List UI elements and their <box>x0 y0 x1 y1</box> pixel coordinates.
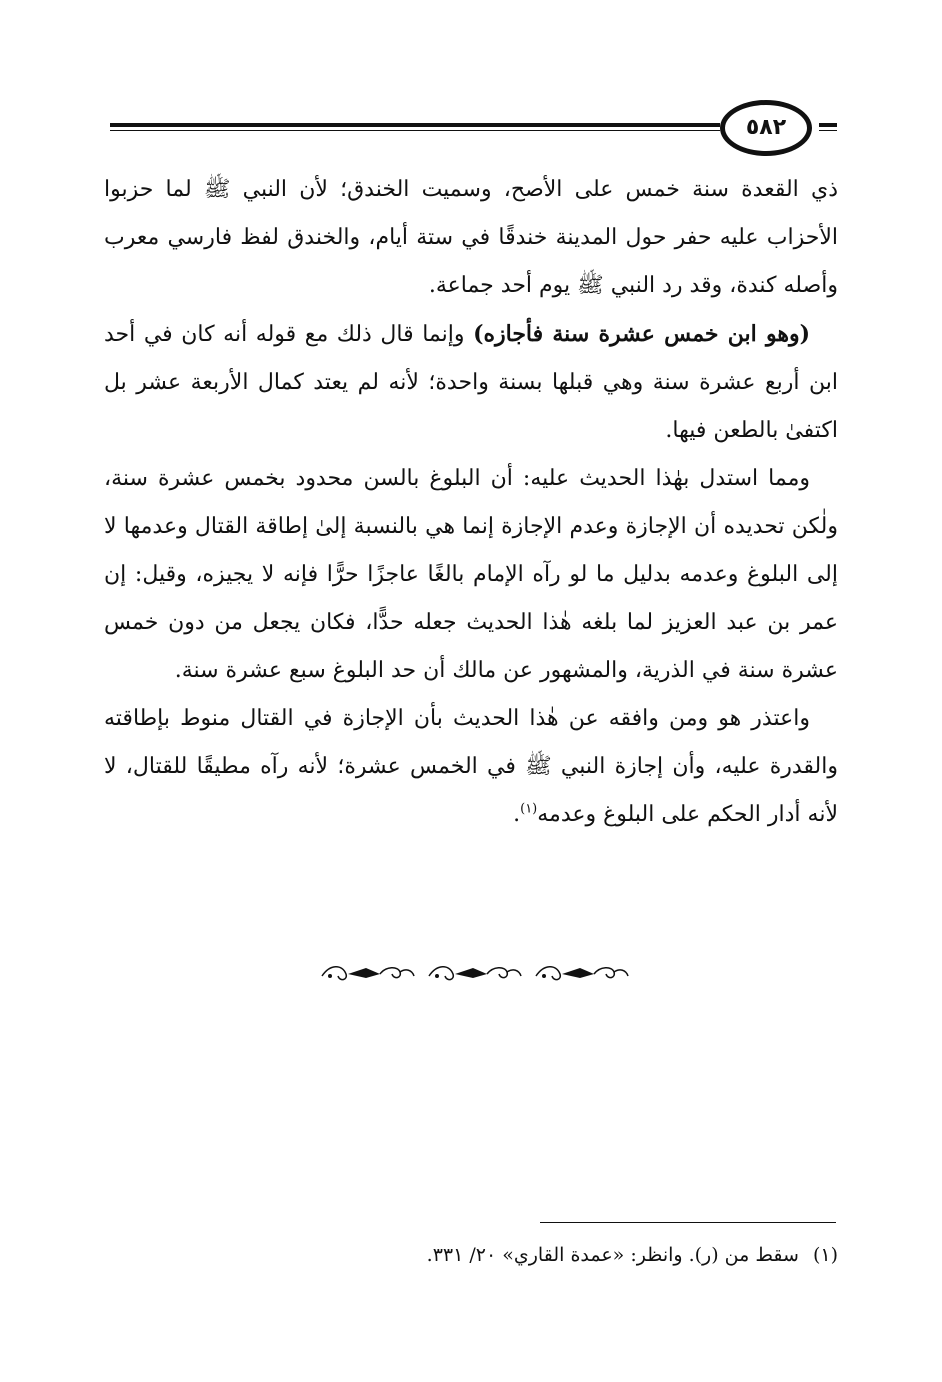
quoted-hadith-phrase: (وهو ابن خمس عشرة سنة فأجازه) <box>473 321 810 347</box>
floral-divider-icon <box>534 960 630 984</box>
paragraph-4 <box>104 695 838 839</box>
paragraph-3-text: ومما استدل بهٰذا الحديث عليه: أن البلوغ بالسن محدود بخمس عشرة سنة، ولٰكن تحديده أن الإجازة وعدم الإجازة إنما هي بالنسبة إلىٰ إطاقة القتال وعدمها لا إلى البلوغ وعدمه بدليل ما لو رآه الإمام بالغًا عاجزًا حرًّا فإنه لا يجيزه، وقيل: إن عمر بن عبد العزيز لما بلغه هٰذا الحديث جعله حدًّا، فكان يجعل من دون خمس عشرة سنة في الذرية، والمشهور عن مالك أن حد البلوغ سبع عشرة سنة. <box>104 466 838 683</box>
paragraph-3 <box>104 455 838 695</box>
header-rule-end <box>819 123 837 131</box>
paragraph-4-text: واعتذر هو ومن وافقه عن هٰذا الحديث بأن الإجازة في القتال منوط بإطاقته والقدرة عليه، وأن إجازة النبي ﷺ في الخمس عشرة؛ لأنه رآه مطيقًا للقتال، لا لأنه أدار الحكم على البلوغ وعدمه <box>104 706 838 827</box>
header-rule <box>110 123 720 131</box>
footnote-marker: (١) <box>812 1244 838 1266</box>
paragraph-2 <box>104 310 838 455</box>
paragraph-4-end: . <box>513 802 521 827</box>
floral-divider-icon <box>320 960 416 984</box>
footnote-reference[interactable]: (١) <box>520 801 538 817</box>
footnote-separator <box>540 1222 836 1223</box>
page-number-badge <box>720 100 812 156</box>
page-number: ٥٨٢ <box>745 115 787 140</box>
paragraph-1-text: ذي القعدة سنة خمس على الأصح، وسميت الخندق؛ لأن النبي ﷺ لما حزبوا الأحزاب عليه حفر حول المدينة خندقًا في ستة أيام، والخندق لفظ فارسي معرب وأصله كندة، وقد رد النبي ﷺ يوم أحد جماعة. <box>104 177 838 298</box>
page-header <box>110 100 837 156</box>
paragraph-1 <box>104 166 838 310</box>
floral-divider <box>320 958 630 986</box>
footnote-text: سقط من (ر). وانظر: «عمدة القاري» ٢٠/ ٣٣١. <box>426 1244 799 1266</box>
floral-divider-icon <box>427 960 523 984</box>
paragraph-2-text: وإنما قال ذلك مع قوله أنه كان في أحد ابن أربع عشرة سنة وهي قبلها بسنة واحدة؛ لأنه لم يعتد كمال الأربعة عشر بل اكتفىٰ بالطعن فيها. <box>104 322 838 443</box>
footnote <box>104 1240 838 1270</box>
main-text <box>104 166 838 839</box>
